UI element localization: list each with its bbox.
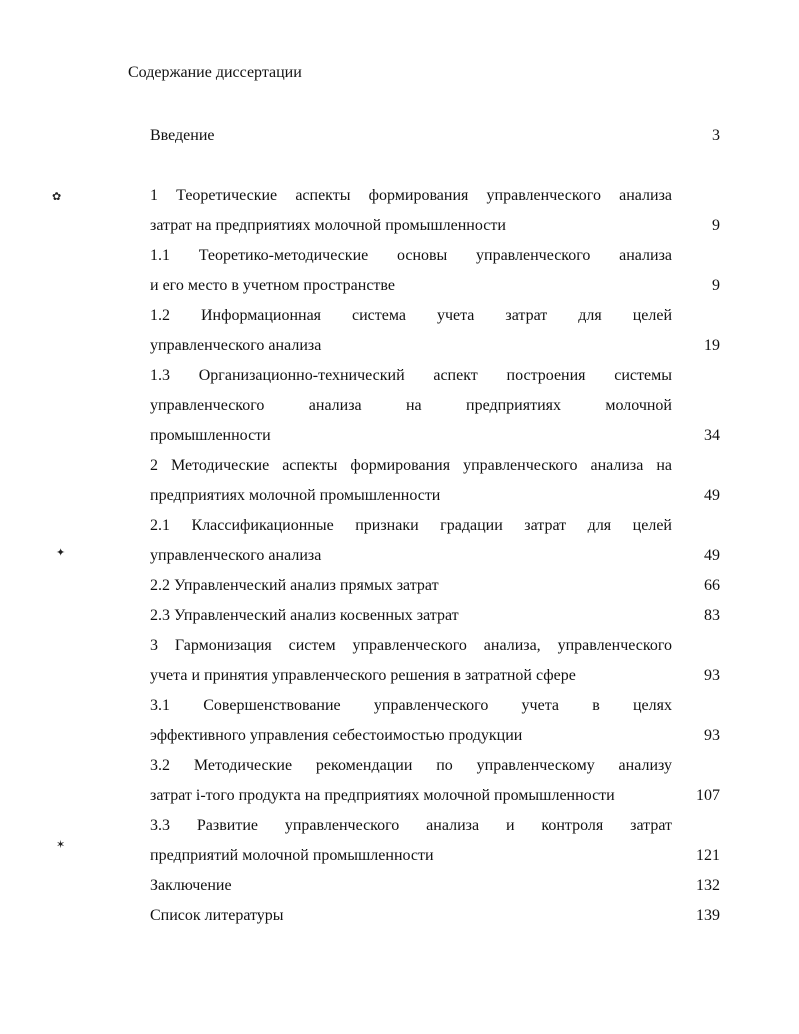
table-of-contents	[150, 121, 720, 931]
toc-line-text: 1.2 Информационная система учета затрат для целей	[150, 307, 672, 324]
toc-entry	[150, 301, 720, 361]
toc-line-text: 2.1 Классификационные признаки градации затрат для целей	[150, 517, 672, 534]
toc-entry	[150, 631, 720, 691]
toc-entry	[150, 511, 720, 571]
toc-line	[150, 301, 672, 331]
toc-line-text: Введение	[150, 127, 215, 144]
toc-line	[150, 391, 672, 421]
toc-entry	[150, 241, 720, 301]
toc-page-number: 83	[704, 607, 720, 624]
toc-line	[150, 421, 720, 451]
toc-line-text: предприятиях молочной промышленности	[150, 487, 441, 504]
toc-line	[150, 691, 672, 721]
toc-line-text: 3.2 Методические рекомендации по управленческому анализу	[150, 757, 672, 774]
toc-line	[150, 211, 720, 241]
toc-page-number: 93	[704, 727, 720, 744]
margin-mark: ✶	[56, 838, 66, 851]
toc-line-text: Список литературы	[150, 907, 284, 924]
toc-entry	[150, 811, 720, 871]
toc-line	[150, 571, 720, 601]
toc-page-number: 132	[696, 877, 720, 894]
toc-line	[150, 901, 720, 931]
toc-line	[150, 751, 672, 781]
toc-entry	[150, 451, 720, 511]
toc-line	[150, 181, 672, 211]
toc-line-text: управленческого анализа	[150, 337, 322, 354]
toc-line	[150, 721, 720, 751]
toc-line	[150, 841, 720, 871]
toc-line	[150, 361, 672, 391]
toc-line	[150, 511, 672, 541]
toc-line	[150, 331, 720, 361]
toc-line-text: промышленности	[150, 427, 271, 444]
toc-entry	[150, 751, 720, 811]
toc-line-text: 2 Методические аспекты формирования управленческого анализа на	[150, 457, 672, 474]
toc-page-number: 34	[704, 427, 720, 444]
toc-entry	[150, 121, 720, 151]
toc-line-text: затрат на предприятиях молочной промышленности	[150, 217, 506, 234]
toc-entry	[150, 571, 720, 601]
toc-entry	[150, 871, 720, 901]
toc-line-text: 1.3 Организационно-технический аспект построения системы	[150, 367, 672, 384]
spacer	[150, 151, 712, 181]
toc-line	[150, 451, 672, 481]
toc-line-text: 1 Теоретические аспекты формирования управленческого анализа	[150, 187, 672, 204]
toc-line-text: эффективного управления себестоимостью продукции	[150, 727, 523, 744]
toc-line-text: Заключение	[150, 877, 232, 894]
toc-page-number: 19	[704, 337, 720, 354]
toc-line-text: учета и принятия управленческого решения в затратной сфере	[150, 667, 576, 684]
toc-line-text: 1.1 Теоретико-методические основы управленческого анализа	[150, 247, 672, 264]
margin-mark: ✿	[52, 190, 62, 203]
toc-line	[150, 481, 720, 511]
toc-line	[150, 271, 720, 301]
toc-line-text: 2.2 Управленческий анализ прямых затрат	[150, 577, 439, 594]
toc-page-number: 107	[696, 787, 720, 804]
toc-entry	[150, 181, 720, 241]
toc-line	[150, 121, 720, 151]
toc-page-number: 121	[696, 847, 720, 864]
toc-line	[150, 601, 720, 631]
toc-page-number: 3	[712, 127, 720, 144]
toc-page-number: 49	[704, 487, 720, 504]
toc-entry	[150, 601, 720, 631]
page-title: Содержание диссертации	[128, 64, 302, 81]
toc-entry	[150, 361, 720, 451]
toc-line-text: 3.3 Развитие управленческого анализа и контроля затрат	[150, 817, 672, 834]
toc-line-text: предприятий молочной промышленности	[150, 847, 434, 864]
toc-page-number: 9	[712, 217, 720, 234]
toc-line-text: 2.3 Управленческий анализ косвенных затрат	[150, 607, 459, 624]
toc-line-text: управленческого анализа	[150, 547, 322, 564]
toc-line-text: и его место в учетном пространстве	[150, 277, 395, 294]
toc-line	[150, 631, 672, 661]
toc-page-number: 49	[704, 547, 720, 564]
toc-line	[150, 811, 672, 841]
toc-page-number: 9	[712, 277, 720, 294]
toc-page-number: 66	[704, 577, 720, 594]
toc-line	[150, 871, 720, 901]
toc-page-number: 139	[696, 907, 720, 924]
toc-page-number: 93	[704, 667, 720, 684]
toc-entry	[150, 691, 720, 751]
margin-mark: ✦	[56, 546, 66, 559]
toc-line-text: 3 Гармонизация систем управленческого анализа, управленческого	[150, 637, 672, 654]
toc-entry	[150, 901, 720, 931]
toc-line	[150, 541, 720, 571]
toc-line	[150, 241, 672, 271]
toc-line	[150, 661, 720, 691]
toc-line-text: 3.1 Совершенствование управленческого учета в целях	[150, 697, 672, 714]
toc-line-text: затрат i-того продукта на предприятиях молочной промышленности	[150, 787, 615, 804]
toc-line-text: управленческого анализа на предприятиях молочной	[150, 397, 672, 414]
toc-line	[150, 781, 720, 811]
